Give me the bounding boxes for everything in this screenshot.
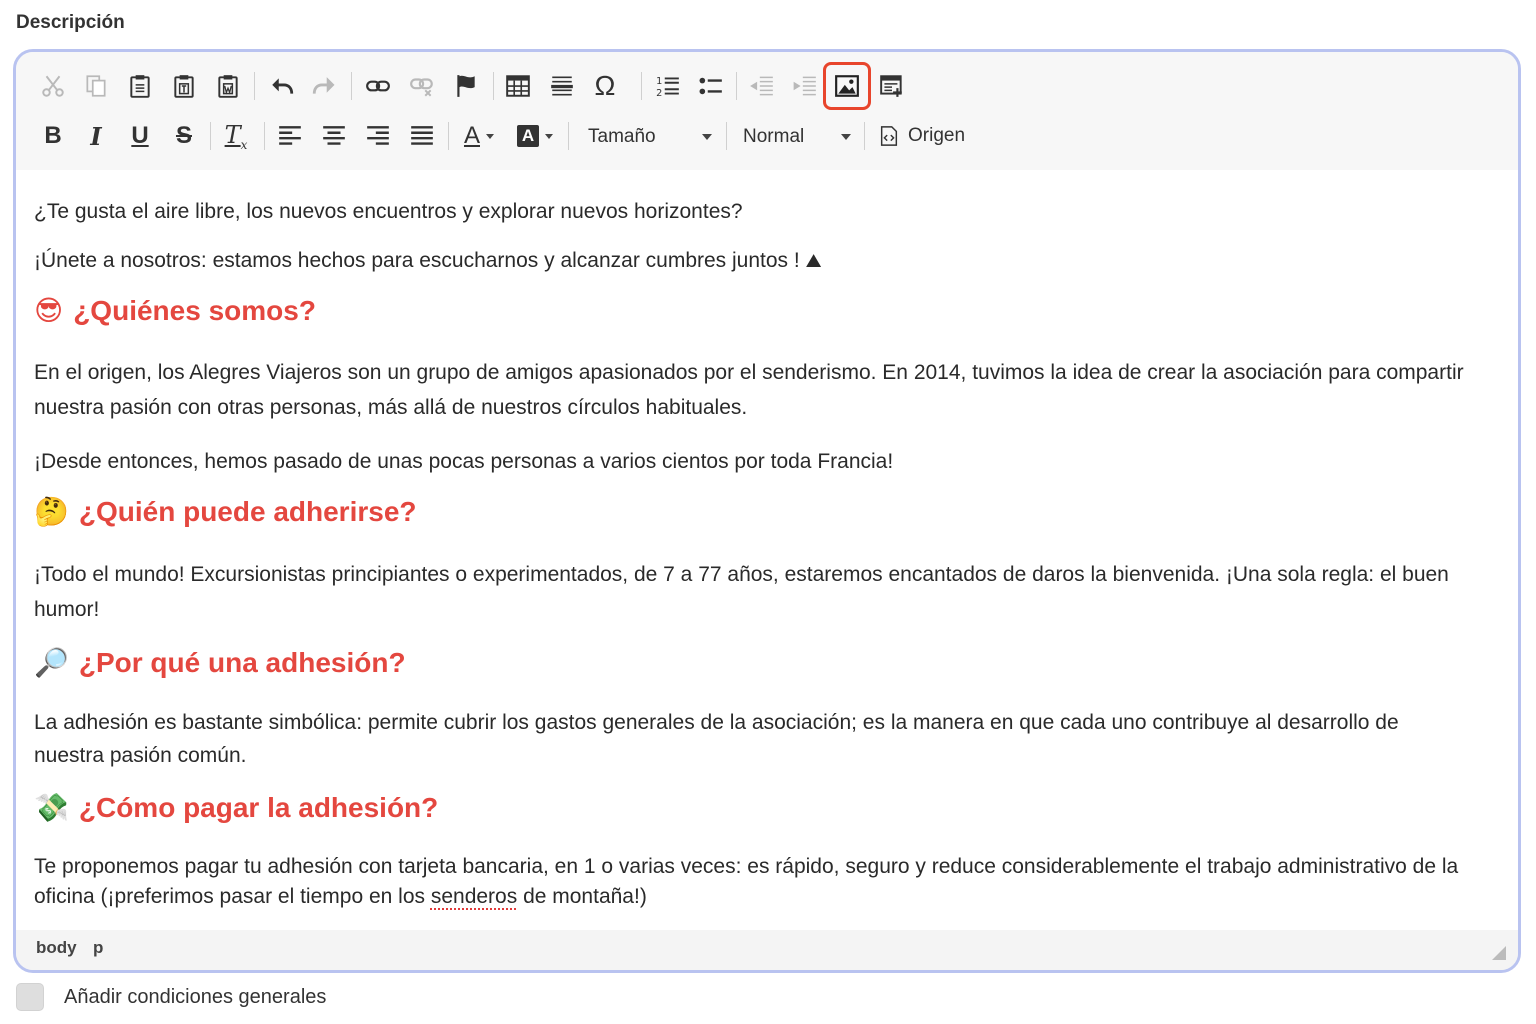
italic-button[interactable]	[76, 116, 116, 156]
align-center-button[interactable]	[314, 116, 354, 156]
bulleted-list-icon	[698, 73, 724, 99]
undo-icon	[269, 73, 295, 99]
copy-icon	[83, 73, 109, 99]
toolbar-separator	[210, 122, 211, 150]
path-p[interactable]: p	[93, 938, 104, 957]
terms-label[interactable]: Añadir condiciones generales	[64, 985, 327, 1008]
image-button[interactable]	[823, 62, 871, 110]
numbered-list-icon	[655, 73, 681, 99]
toolbar-separator	[264, 122, 265, 150]
templates-button[interactable]	[872, 66, 912, 106]
align-right-button[interactable]	[358, 116, 398, 156]
paste-word-button[interactable]	[208, 66, 248, 106]
horizontal-rule-button[interactable]	[542, 66, 582, 106]
clipboard-icon	[127, 73, 153, 99]
horizontal-rule-icon	[549, 73, 575, 99]
rich-text-editor	[13, 49, 1521, 973]
clipboard-word-icon	[215, 73, 241, 99]
paragraph: ¡Todo el mundo! Excursionistas principiantes o experimentados, de 7 a 77 años, estaremos encantados de daros la bienvenida. ¡Una sola regla: el buen humor!	[34, 563, 1449, 621]
chevron-down-icon	[486, 134, 494, 139]
redo-icon	[311, 73, 337, 99]
format-select[interactable]	[743, 120, 851, 154]
paragraph: Te proponemos pagar tu adhesión con tarjeta bancaria, en 1 o varias veces: es rápido, seguro y reduce considerablemente el trabajo administrativo de la oficina (¡preferimos pasar el tiempo en los senderos de montaña!)	[34, 855, 1459, 908]
terms-row	[16, 982, 326, 1012]
align-center-icon	[321, 123, 347, 149]
paragraph: La adhesión es bastante simbólica: permite cubrir los gastos generales de la asociación; es la manera en que cada uno contribuye al desarrollo de nuestra pasión común.	[34, 711, 1399, 767]
redo-button[interactable]	[304, 66, 344, 106]
section-heading: 💸 ¿Cómo pagar la adhesión?	[34, 791, 439, 823]
terms-checkbox[interactable]	[16, 983, 44, 1011]
section-heading: 😎 ¿Quiénes somos?	[34, 294, 316, 326]
background-color-icon: A	[517, 125, 539, 147]
toolbar-row-2	[16, 116, 1518, 160]
link-button[interactable]	[358, 66, 398, 106]
table-button[interactable]	[498, 66, 538, 106]
decrease-indent-button[interactable]	[742, 66, 782, 106]
templates-icon	[879, 73, 905, 99]
paragraph: ¡Desde entonces, hemos pasado de unas pocas personas a varios cientos por toda Francia!	[34, 450, 894, 473]
omega-icon: Ω	[594, 70, 616, 101]
chevron-down-icon	[545, 134, 553, 139]
paste-text-button[interactable]	[164, 66, 204, 106]
outdent-icon	[749, 73, 775, 99]
underline-button[interactable]	[120, 116, 160, 156]
source-button[interactable]	[872, 116, 992, 156]
cut-button[interactable]	[33, 66, 73, 106]
resize-handle-icon[interactable]	[1492, 946, 1506, 960]
chevron-down-icon	[841, 134, 851, 140]
clipboard-text-icon	[171, 73, 197, 99]
numbered-list-button[interactable]	[648, 66, 688, 106]
text-color-icon: A	[463, 122, 480, 149]
paste-button[interactable]	[120, 66, 160, 106]
flag-icon	[453, 73, 479, 99]
section-heading: 🤔 ¿Quién puede adherirse?	[34, 495, 417, 527]
toolbar-separator	[641, 72, 642, 100]
image-icon	[834, 73, 860, 99]
element-path-bar	[16, 930, 1518, 970]
italic-icon: I	[90, 121, 102, 151]
toolbar-separator	[736, 72, 737, 100]
source-label: Origen	[908, 125, 966, 146]
indent-icon	[792, 73, 818, 99]
underline-icon: U	[131, 122, 149, 149]
paragraph: En el origen, los Alegres Viajeros son un grupo de amigos apasionados por el senderismo. En 2014, tuvimos la idea de crear la asociación para compartir nuestra pasión con otras personas, más allá de nuestros círculos habituales.	[34, 361, 1464, 419]
unlink-icon	[409, 73, 435, 99]
description-label: Descripción	[16, 12, 125, 33]
align-right-icon	[365, 123, 391, 149]
special-char-button[interactable]	[585, 66, 625, 106]
money-wings-emoji: 💸	[34, 792, 69, 823]
font-size-label: Tamaño	[588, 126, 656, 147]
paragraph: ¿Te gusta el aire libre, los nuevos encuentros y explorar nuevos horizontes?	[34, 200, 743, 223]
toolbar-separator	[864, 122, 865, 150]
strikethrough-button[interactable]	[164, 116, 204, 156]
bold-icon: B	[44, 122, 62, 149]
toolbar-row-1	[16, 66, 1518, 110]
increase-indent-button[interactable]	[785, 66, 825, 106]
toolbar-separator	[568, 122, 569, 150]
toolbar-separator	[726, 122, 727, 150]
editor-toolbar	[16, 52, 1518, 170]
font-size-select[interactable]	[588, 120, 712, 154]
justify-button[interactable]	[402, 116, 442, 156]
strikethrough-icon: S	[175, 122, 192, 149]
remove-format-icon: $T_x$	[224, 120, 248, 152]
toolbar-separator	[448, 122, 449, 150]
thinking-emoji: 🤔	[34, 496, 69, 527]
format-label: Normal	[743, 126, 805, 147]
table-icon	[505, 73, 531, 99]
unlink-button[interactable]	[402, 66, 442, 106]
scissors-icon	[40, 73, 66, 99]
misspelled-word[interactable]: senderos	[430, 885, 518, 908]
svg-text:2: 2	[656, 87, 663, 99]
background-color-button[interactable]	[510, 116, 560, 156]
paragraph: ¡Únete a nosotros: estamos hechos para escucharnos y alcanzar cumbres juntos ! ⛰	[34, 249, 822, 272]
toolbar-separator	[493, 72, 494, 100]
toolbar-separator	[351, 72, 352, 100]
source-code-icon	[878, 125, 900, 147]
bold-button[interactable]	[33, 116, 73, 156]
link-icon	[365, 73, 391, 99]
align-left-button[interactable]	[270, 116, 310, 156]
chevron-down-icon	[702, 134, 712, 140]
align-left-icon	[277, 123, 303, 149]
toolbar-separator	[254, 72, 255, 100]
bulleted-list-button[interactable]	[691, 66, 731, 106]
editor-content[interactable]	[16, 170, 1518, 930]
magnifier-emoji: 🔎	[34, 647, 69, 678]
svg-text:1: 1	[656, 75, 663, 87]
undo-button[interactable]	[262, 66, 302, 106]
text-color-button[interactable]	[454, 116, 504, 156]
remove-format-button[interactable]	[216, 116, 256, 156]
section-heading: 🔎 ¿Por qué una adhesión?	[34, 646, 406, 678]
path-body[interactable]: body	[36, 938, 77, 957]
sunglasses-emoji: 😎	[34, 295, 64, 326]
justify-icon	[409, 123, 435, 149]
anchor-button[interactable]	[446, 66, 486, 106]
copy-button[interactable]	[76, 66, 116, 106]
mountain-emoji: ⛰	[805, 251, 822, 272]
